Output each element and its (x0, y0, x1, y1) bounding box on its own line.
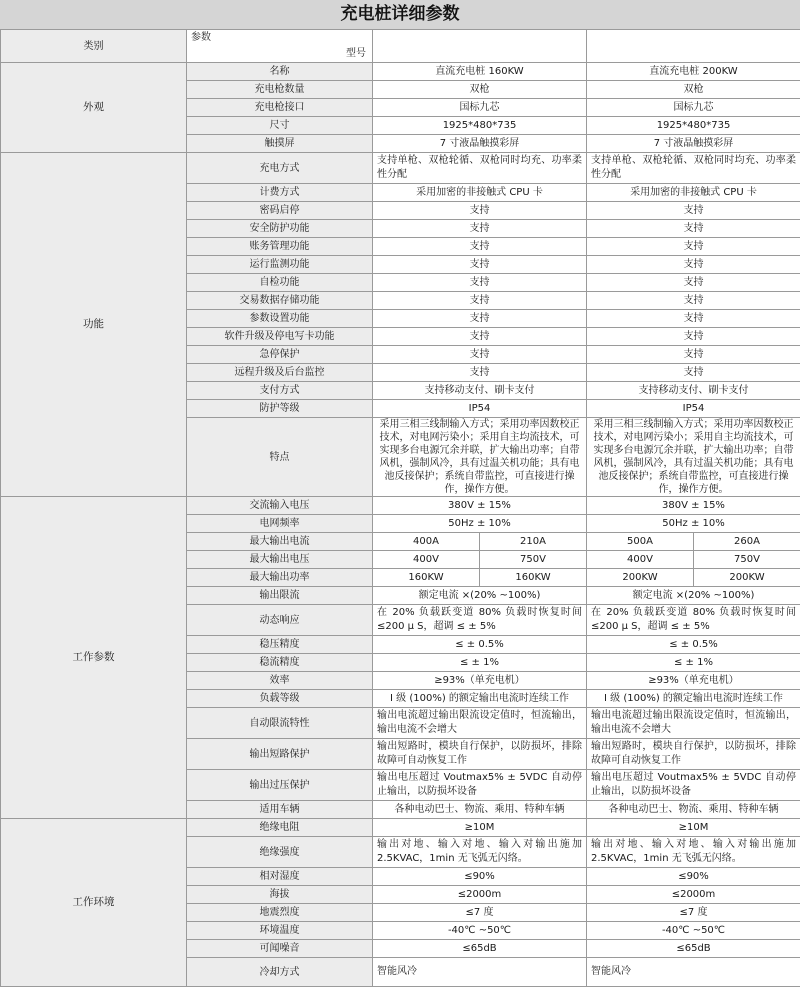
table-row (1, 819, 800, 837)
param-label: 最大输出电压 (187, 551, 373, 569)
value-a: -40℃ ~50℃ (373, 922, 587, 940)
category-cell: 功能 (1, 153, 187, 497)
table-row (1, 153, 800, 184)
value-a: 额定电流 ×(20% ~100%) (373, 587, 587, 605)
value-b: I 级 (100%) 的额定输出电流时连续工作 (587, 690, 800, 708)
param-label: 交流输入电压 (187, 497, 373, 515)
value-b: 支持 (587, 274, 800, 292)
value-b: 智能风冷 (587, 958, 800, 987)
value-a-2: 210A (480, 533, 587, 551)
param-label: 输出限流 (187, 587, 373, 605)
param-label: 稳压精度 (187, 636, 373, 654)
value-b: 7 寸液晶触摸彩屏 (587, 135, 800, 153)
table-row (1, 497, 800, 515)
param-label: 充电方式 (187, 153, 373, 184)
param-label: 参数设置功能 (187, 310, 373, 328)
header-model: 型号 (346, 48, 366, 59)
value-a: 支持 (373, 274, 587, 292)
value-a: 支持 (373, 328, 587, 346)
param-label: 运行监测功能 (187, 256, 373, 274)
value-a-1: 400V (373, 551, 480, 569)
value-b: 各种电动巴士、物流、乘用、特种车辆 (587, 801, 800, 819)
value-a: 双枪 (373, 81, 587, 99)
value-b-2: 260A (694, 533, 800, 551)
value-b: ≥93%（单充电机） (587, 672, 800, 690)
param-label: 最大输出电流 (187, 533, 373, 551)
header-row (1, 30, 800, 63)
param-label: 交易数据存储功能 (187, 292, 373, 310)
spec-table (0, 29, 800, 987)
value-a: 国标九芯 (373, 99, 587, 117)
value-a: 1925*480*735 (373, 117, 587, 135)
param-label: 海拔 (187, 886, 373, 904)
param-label: 适用车辆 (187, 801, 373, 819)
value-a: 各种电动巴士、物流、乘用、特种车辆 (373, 801, 587, 819)
value-b: 输出短路时，模块自行保护，以防损坏，排除故障可自动恢复工作 (587, 739, 800, 770)
param-label: 账务管理功能 (187, 238, 373, 256)
value-b: 国标九芯 (587, 99, 800, 117)
value-a-1: 400A (373, 533, 480, 551)
value-b: ≤90% (587, 868, 800, 886)
param-label: 急停保护 (187, 346, 373, 364)
param-label: 地震烈度 (187, 904, 373, 922)
value-a: ≤65dB (373, 940, 587, 958)
value-a: 支持 (373, 346, 587, 364)
param-label: 可闻噪音 (187, 940, 373, 958)
value-b: ≤65dB (587, 940, 800, 958)
value-b: 支持 (587, 256, 800, 274)
value-b: ≤ ± 0.5% (587, 636, 800, 654)
value-a: 380V ± 15% (373, 497, 587, 515)
value-a: 支持 (373, 202, 587, 220)
value-b: 输出对地、输入对地、输入对输出施加 2.5KVAC，1min 无飞弧无闪络。 (587, 837, 800, 868)
value-b: -40℃ ~50℃ (587, 922, 800, 940)
value-b: ≤2000m (587, 886, 800, 904)
value-a: 直流充电桩 160KW (373, 63, 587, 81)
param-label: 相对湿度 (187, 868, 373, 886)
value-b: 380V ± 15% (587, 497, 800, 515)
value-a: 输出短路时，模块自行保护，以防损坏，排除故障可自动恢复工作 (373, 739, 587, 770)
param-label: 密码启停 (187, 202, 373, 220)
value-b: 采用三相三线制输入方式；采用功率因数校正技术，对电网污染小；采用自主均流技术，可实现多台电源冗余并联，扩大输出功率；自带风机，强制风冷，具有过温关机功能；具有电池反接保护；系统自带监控，可直接进行操作，操作方便。 (587, 418, 800, 497)
param-label: 动态响应 (187, 605, 373, 636)
value-a-2: 750V (480, 551, 587, 569)
value-b-2: 200KW (694, 569, 800, 587)
value-a: 在 20% 负载跃变道 80% 负载时恢复时间 ≤200 μ S，超调 ≤ ± 5% (373, 605, 587, 636)
param-label: 输出短路保护 (187, 739, 373, 770)
value-b: IP54 (587, 400, 800, 418)
value-b: 输出电压超过 Voutmax5% ± 5VDC 自动停止输出，以防损坏设备 (587, 770, 800, 801)
value-a: ≤ ± 0.5% (373, 636, 587, 654)
param-label: 充电枪数量 (187, 81, 373, 99)
param-label: 自动限流特性 (187, 708, 373, 739)
header-category: 类别 (1, 30, 187, 63)
value-a: 输出对地、输入对地、输入对输出施加 2.5KVAC，1min 无飞弧无闪络。 (373, 837, 587, 868)
value-a: 输出电压超过 Voutmax5% ± 5VDC 自动停止输出，以防损坏设备 (373, 770, 587, 801)
param-label: 绝缘电阻 (187, 819, 373, 837)
param-label: 最大输出功率 (187, 569, 373, 587)
value-b: 在 20% 负载跃变道 80% 负载时恢复时间 ≤200 μ S，超调 ≤ ± 5% (587, 605, 800, 636)
value-a: 支持 (373, 364, 587, 382)
param-label: 负载等级 (187, 690, 373, 708)
value-a: ≤ ± 1% (373, 654, 587, 672)
value-a: 支持 (373, 220, 587, 238)
value-b: 支持 (587, 364, 800, 382)
header-col-a (373, 30, 587, 63)
param-label: 充电枪接口 (187, 99, 373, 117)
value-a: 支持 (373, 238, 587, 256)
value-b: 支持 (587, 328, 800, 346)
value-b: 采用加密的非接触式 CPU 卡 (587, 184, 800, 202)
value-a: 采用加密的非接触式 CPU 卡 (373, 184, 587, 202)
value-b: 双枪 (587, 81, 800, 99)
table-row (1, 63, 800, 81)
value-b: 50Hz ± 10% (587, 515, 800, 533)
value-a: ≤7 度 (373, 904, 587, 922)
value-b: ≥10M (587, 819, 800, 837)
value-a: ≤2000m (373, 886, 587, 904)
value-a: 50Hz ± 10% (373, 515, 587, 533)
param-label: 绝缘强度 (187, 837, 373, 868)
param-label: 远程升级及后台监控 (187, 364, 373, 382)
param-label: 触摸屏 (187, 135, 373, 153)
value-b: 输出电流超过输出限流设定值时，恒流输出，输出电流不会增大 (587, 708, 800, 739)
value-b: 额定电流 ×(20% ~100%) (587, 587, 800, 605)
value-b: 支持 (587, 292, 800, 310)
header-param: 参数 (191, 32, 211, 43)
value-b: ≤ ± 1% (587, 654, 800, 672)
value-a: 支持 (373, 292, 587, 310)
param-label: 防护等级 (187, 400, 373, 418)
value-b-1: 400V (587, 551, 694, 569)
param-label: 电网频率 (187, 515, 373, 533)
param-label: 效率 (187, 672, 373, 690)
param-label: 软件升级及停电写卡功能 (187, 328, 373, 346)
param-label: 稳流精度 (187, 654, 373, 672)
value-b: 支持 (587, 346, 800, 364)
page-title: 充电桩详细参数 (0, 0, 800, 29)
category-cell: 外观 (1, 63, 187, 153)
value-b: 支持移动支付、刷卡支付 (587, 382, 800, 400)
header-diagonal-cell (187, 30, 373, 63)
value-b: ≤7 度 (587, 904, 800, 922)
value-a: 支持单枪、双枪轮循、双枪同时均充、功率柔性分配 (373, 153, 587, 184)
value-b: 1925*480*735 (587, 117, 800, 135)
value-b: 支持 (587, 220, 800, 238)
value-b-1: 200KW (587, 569, 694, 587)
param-label: 名称 (187, 63, 373, 81)
value-b: 直流充电桩 200KW (587, 63, 800, 81)
param-label: 环境温度 (187, 922, 373, 940)
value-a: ≥10M (373, 819, 587, 837)
value-a: 采用三相三线制输入方式；采用功率因数校正技术，对电网污染小；采用自主均流技术，可实现多台电源冗余并联，扩大输出功率；自带风机，强制风冷，具有过温关机功能；具有电池反接保护；系统自带监控，可直接进行操作，操作方便。 (373, 418, 587, 497)
value-b-1: 500A (587, 533, 694, 551)
value-a: 7 寸液晶触摸彩屏 (373, 135, 587, 153)
value-a: 输出电流超过输出限流设定值时，恒流输出，输出电流不会增大 (373, 708, 587, 739)
value-b: 支持 (587, 202, 800, 220)
value-a: ≥93%（单充电机） (373, 672, 587, 690)
value-b-2: 750V (694, 551, 800, 569)
param-label: 特点 (187, 418, 373, 497)
value-a: 智能风冷 (373, 958, 587, 987)
header-col-b (587, 30, 800, 63)
value-a: ≤90% (373, 868, 587, 886)
value-b: 支持 (587, 238, 800, 256)
param-label: 安全防护功能 (187, 220, 373, 238)
value-b: 支持单枪、双枪轮循、双枪同时均充、功率柔性分配 (587, 153, 800, 184)
param-label: 支付方式 (187, 382, 373, 400)
value-a: 支持 (373, 256, 587, 274)
param-label: 尺寸 (187, 117, 373, 135)
param-label: 自检功能 (187, 274, 373, 292)
category-cell: 工作参数 (1, 497, 187, 819)
value-a: 支持 (373, 310, 587, 328)
value-a: IP54 (373, 400, 587, 418)
param-label: 冷却方式 (187, 958, 373, 987)
value-a: I 级 (100%) 的额定输出电流时连续工作 (373, 690, 587, 708)
param-label: 计费方式 (187, 184, 373, 202)
value-a: 支持移动支付、刷卡支付 (373, 382, 587, 400)
value-b: 支持 (587, 310, 800, 328)
param-label: 输出过压保护 (187, 770, 373, 801)
value-a-1: 160KW (373, 569, 480, 587)
category-cell: 工作环境 (1, 819, 187, 987)
value-a-2: 160KW (480, 569, 587, 587)
